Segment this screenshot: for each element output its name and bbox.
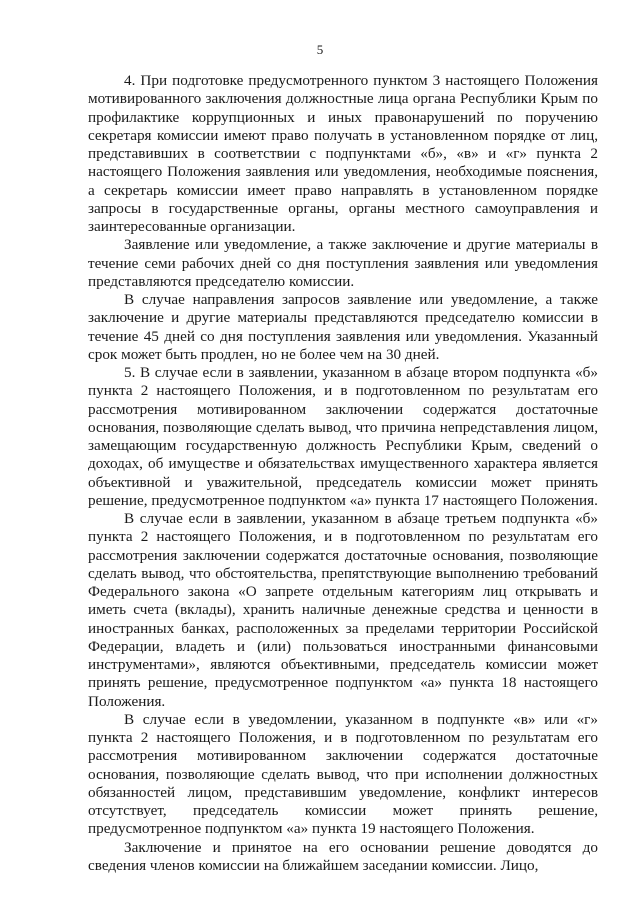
paragraph-item-5: 5. В случае если в заявлении, указанном в абзаце втором подпункта «б» пункта 2 настоящего Положения, и в подготовленном по результатам его рассмотрения мотивированном заключении содержатся достаточные основания, позволяющие сделать вывод, что причина непредставления лицом, замещающим государственную должность Республики Крым, сведений о доходах, об имуществе и обязательствах имущественного характера является объективной и уважительной, председатель комиссии может принять решение, предусмотренное подпунктом «а» пункта 17 настоящего Положения. (88, 364, 598, 509)
paragraph-item-4: 4. При подготовке предусмотренного пунктом 3 настоящего Положения мотивированного заключения должностные лица органа Республики Крым по профилактике коррупционных и иных правонарушений по поручению секретаря комиссии имеют право получать в установленном порядке от лиц, представивших в соответствии с подпунктами «б», «в» и «г» пункта 2 настоящего Положения заявления или уведомления, необходимые пояснения, а секретарь комиссии имеет право направлять в установленном порядке запросы в государственные органы, органы местного самоуправления и заинтересованные организации. (88, 72, 598, 235)
page-number: 5 (316, 42, 324, 57)
paragraph-requests-deadline: В случае направления запросов заявление или уведомление, а также заключение и другие материалы представляются председателю комиссии в течение 45 дней со дня поступления заявления или уведомления. Указанный срок может быть продлен, но не более чем на 30 дней. (88, 291, 598, 363)
paragraph-statement-deadline: Заявление или уведомление, а также заключение и другие материалы в течение семи рабочих дней со дня поступления заявления или уведомления представляются председателю комиссии. (88, 236, 598, 290)
document-body (88, 72, 598, 875)
paragraph-conflict-of-interest: В случае если в уведомлении, указанном в подпункте «в» или «г» пункта 2 настоящего Положения, и в подготовленном по результатам его рассмотрения мотивированном заключении содержатся достаточные основания, позволяющие сделать вывод, что при исполнении должностных обязанностей лицом, представившим уведомление, конфликт интересов отсутствует, председатель комиссии может принять решение, предусмотренное подпунктом «а» пункта 19 настоящего Положения. (88, 710, 598, 838)
paragraph-foreign-accounts: В случае если в заявлении, указанном в абзаце третьем подпункта «б» пункта 2 настоящего Положения, и в подготовленном по результатам его рассмотрения заключении содержатся достаточные основания, позволяющие сделать вывод, что обстоятельства, препятствующие выполнению требований Федерального закона «О запрете отдельным категориям лиц открывать и иметь счета (вклады), хранить наличные денежные средства и ценности в иностранных банках, расположенных за пределами территории Российской Федерации, владеть и (или) пользоваться иностранными финансовыми инструментами», являются объективными, председатель комиссии может принять решение, предусмотренное подпунктом «а» пункта 18 настоящего Положения. (88, 510, 598, 710)
paragraph-conclusion: Заключение и принятое на его основании решение доводятся до сведения членов комиссии на ближайшем заседании комиссии. Лицо, (88, 838, 598, 874)
